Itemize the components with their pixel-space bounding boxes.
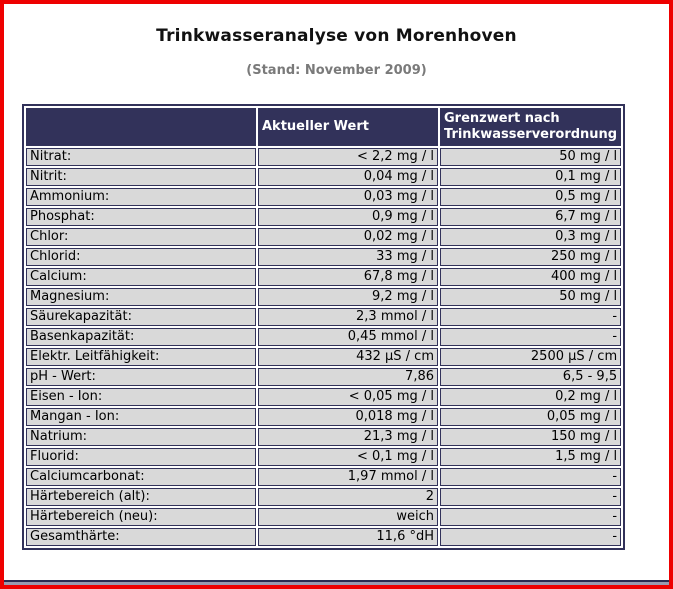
limit-value-cell: -	[440, 508, 621, 526]
parameter-label: pH - Wert:	[26, 368, 256, 386]
parameter-label: Calcium:	[26, 268, 256, 286]
table-row	[26, 208, 621, 226]
parameter-label: Chlorid:	[26, 248, 256, 266]
footer-divider	[4, 580, 669, 585]
table-row	[26, 468, 621, 486]
table-row	[26, 448, 621, 466]
current-value-cell: 33 mg / l	[258, 248, 438, 266]
current-value-cell: 432 µS / cm	[258, 348, 438, 366]
limit-value-cell: 0,05 mg / l	[440, 408, 621, 426]
limit-value-cell: 0,1 mg / l	[440, 168, 621, 186]
table-row	[26, 508, 621, 526]
current-value-cell: 0,04 mg / l	[258, 168, 438, 186]
current-value-cell: 9,2 mg / l	[258, 288, 438, 306]
table-row	[26, 288, 621, 306]
table-row	[26, 248, 621, 266]
limit-value-cell: 0,5 mg / l	[440, 188, 621, 206]
limit-value-cell: 6,7 mg / l	[440, 208, 621, 226]
table-row	[26, 408, 621, 426]
limit-value-cell: 50 mg / l	[440, 148, 621, 166]
table-row	[26, 148, 621, 166]
parameter-label: Natrium:	[26, 428, 256, 446]
parameter-label: Elektr. Leitfähigkeit:	[26, 348, 256, 366]
current-value-cell: 7,86	[258, 368, 438, 386]
limit-value-cell: 250 mg / l	[440, 248, 621, 266]
header-row	[26, 108, 621, 146]
table-row	[26, 428, 621, 446]
current-value-cell: 0,018 mg / l	[258, 408, 438, 426]
analysis-table	[22, 104, 625, 550]
limit-value-cell: 150 mg / l	[440, 428, 621, 446]
parameter-label: Magnesium:	[26, 288, 256, 306]
parameter-label: Härtebereich (alt):	[26, 488, 256, 506]
parameter-label: Eisen - Ion:	[26, 388, 256, 406]
header-parameter-cell	[26, 108, 256, 146]
current-value-cell: weich	[258, 508, 438, 526]
parameter-label: Nitrit:	[26, 168, 256, 186]
parameter-label: Säurekapazität:	[26, 308, 256, 326]
limit-value-cell: -	[440, 468, 621, 486]
table-row	[26, 368, 621, 386]
table-body	[26, 148, 621, 546]
current-value-cell: 2	[258, 488, 438, 506]
current-value-cell: < 0,1 mg / l	[258, 448, 438, 466]
table-row	[26, 228, 621, 246]
current-value-cell: 21,3 mg / l	[258, 428, 438, 446]
current-value-cell: 67,8 mg / l	[258, 268, 438, 286]
header-current-value: Aktueller Wert	[258, 108, 438, 146]
page-title: Trinkwasseranalyse von Morenhoven	[156, 26, 517, 46]
limit-value-cell: -	[440, 528, 621, 546]
current-value-cell: 11,6 °dH	[258, 528, 438, 546]
limit-value-cell: 0,2 mg / l	[440, 388, 621, 406]
parameter-label: Gesamthärte:	[26, 528, 256, 546]
current-value-cell: 0,9 mg / l	[258, 208, 438, 226]
limit-value-cell: 1,5 mg / l	[440, 448, 621, 466]
parameter-label: Basenkapazität:	[26, 328, 256, 346]
limit-value-cell: 6,5 - 9,5	[440, 368, 621, 386]
header-limit-value: Grenzwert nach Trinkwasserverordnung	[440, 108, 621, 146]
page-subtitle: (Stand: November 2009)	[246, 63, 427, 78]
limit-value-cell: -	[440, 328, 621, 346]
limit-value-cell: 2500 µS / cm	[440, 348, 621, 366]
limit-value-cell: 0,3 mg / l	[440, 228, 621, 246]
table-row	[26, 528, 621, 546]
parameter-label: Ammonium:	[26, 188, 256, 206]
parameter-label: Härtebereich (neu):	[26, 508, 256, 526]
current-value-cell: < 0,05 mg / l	[258, 388, 438, 406]
limit-value-cell: -	[440, 488, 621, 506]
table-row	[26, 488, 621, 506]
table-row	[26, 328, 621, 346]
parameter-label: Mangan - Ion:	[26, 408, 256, 426]
parameter-label: Phosphat:	[26, 208, 256, 226]
parameter-label: Chlor:	[26, 228, 256, 246]
current-value-cell: 0,02 mg / l	[258, 228, 438, 246]
table-row	[26, 388, 621, 406]
current-value-cell: 1,97 mmol / l	[258, 468, 438, 486]
table-row	[26, 308, 621, 326]
limit-value-cell: -	[440, 308, 621, 326]
current-value-cell: 2,3 mmol / l	[258, 308, 438, 326]
table-row	[26, 188, 621, 206]
parameter-label: Nitrat:	[26, 148, 256, 166]
current-value-cell: 0,45 mmol / l	[258, 328, 438, 346]
table-row	[26, 348, 621, 366]
table-row	[26, 268, 621, 286]
parameter-label: Calciumcarbonat:	[26, 468, 256, 486]
current-value-cell: < 2,2 mg / l	[258, 148, 438, 166]
current-value-cell: 0,03 mg / l	[258, 188, 438, 206]
limit-value-cell: 50 mg / l	[440, 288, 621, 306]
table-row	[26, 168, 621, 186]
limit-value-cell: 400 mg / l	[440, 268, 621, 286]
parameter-label: Fluorid:	[26, 448, 256, 466]
